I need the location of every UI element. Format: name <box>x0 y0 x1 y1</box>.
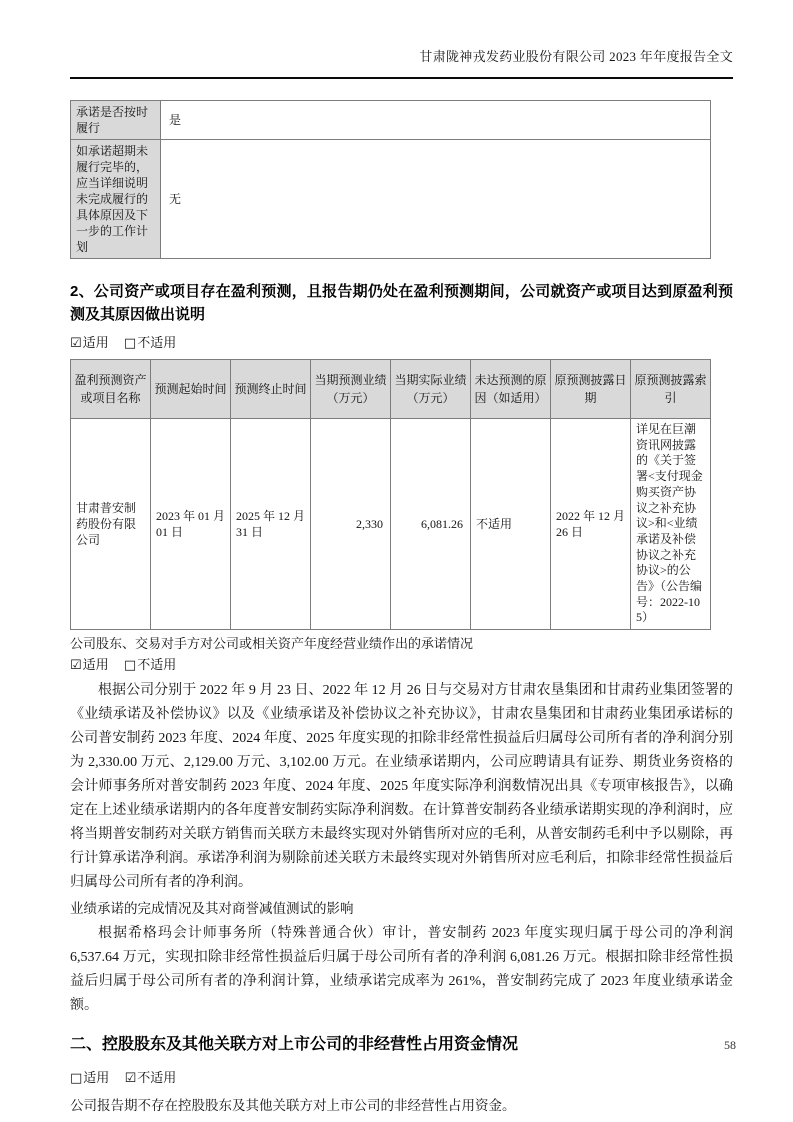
table-row <box>71 419 711 630</box>
table-header-row <box>71 360 711 419</box>
column-header-asset-name: 盈利预测资产或项目名称 <box>71 360 151 419</box>
column-header-disclosure-date: 原预测披露日期 <box>551 360 631 419</box>
commitment-status-table <box>70 100 711 259</box>
checkbox-unchecked-icon: □ <box>123 658 137 674</box>
checkbox-unchecked-icon: □ <box>123 336 137 351</box>
document-header-title: 甘肃陇神戎发药业股份有限公司 2023 年年度报告全文 <box>419 49 733 64</box>
checkbox-label: 适用 <box>83 1070 110 1086</box>
cell-disclosure-index: 详见在巨潮资讯网披露的《关于签署<支付现金购买资产协议之补充协议>和<业绩承诺及补偿协议之补充协议>的公告》（公告编号：2022-105） <box>631 419 711 630</box>
checkbox-not-applicable <box>124 335 176 350</box>
cell-forecast-result: 2,330 <box>311 419 391 630</box>
applicability-row <box>70 1069 733 1088</box>
cell-forecast-end: 2025 年 12 月 31 日 <box>231 419 311 630</box>
checkbox-applicable <box>70 1070 109 1085</box>
checkbox-checked-icon: ☑ <box>70 336 82 351</box>
no-fund-occupation-statement: 公司报告期不存在控股股东及其他关联方对上市公司的非经营性占用资金。 <box>70 1098 516 1114</box>
page-number: 58 <box>724 1038 736 1052</box>
cell-disclosure-date: 2022 年 12 月 26 日 <box>551 419 631 630</box>
cell-asset-name: 甘肃普安制药股份有限公司 <box>71 419 151 630</box>
column-header-forecast-start: 预测起始时间 <box>151 360 231 419</box>
table-row <box>71 101 711 140</box>
goodwill-impairment-subheading: 业绩承诺的完成情况及其对商誉减值测试的影响 <box>70 901 354 917</box>
commitment-agreement-paragraph: 根据公司分别于 2022 年 9 月 23 日、2022 年 12 月 26 日与交易对方甘肃农垦集团和甘肃药业集团签署的《业绩承诺及补偿协议》以及《业绩承诺及补偿协议之补充协议》，甘肃农垦集团和甘肃药业集团承诺标的公司普安制药 2023 年度、2024 年度、2025 年度实现的扣除非经常性损益后归属母公司所有者的净利润分别为 2,330.00 万元、2,129.00 万元、3,102.00 万元。在业绩承诺期内，公司应聘请具有证券、期货业务资格的会计师事务所对普安制药 2023 年度、2024 年度、2025 年度实际净利润数情况出具《专项审核报告》，以确定在上述业绩承诺期内的各年度普安制药实际净利润数。在计算普安制药各业绩承诺期实现的净利润时，应将当期普安制药对关联方销售而关联方未最终实现对外销售所对应的毛利，从普安制药毛利中予以剔除，再行计算承诺净利润。承诺净利润为剔除前述关联方未最终实现对外销售所对应毛利后，扣除非经常性损益后归属母公司所有者的净利润。 <box>70 683 733 891</box>
overdue-explanation-value: 无 <box>161 140 711 259</box>
checkbox-label: 不适用 <box>137 657 177 673</box>
commitment-on-time-value: 是 <box>161 101 711 140</box>
column-header-disclosure-index: 原预测披露索引 <box>631 360 711 419</box>
section-two-heading: 二、控股股东及其他关联方对上市公司的非经营性占用资金情况 <box>70 1036 519 1054</box>
cell-forecast-start: 2023 年 01 月 01 日 <box>151 419 231 630</box>
profit-forecast-table <box>70 359 711 630</box>
shareholder-commitment-caption: 公司股东、交易对手方对公司或相关资产年度经营业绩作出的承诺情况 <box>70 636 474 652</box>
checkbox-not-applicable <box>124 657 176 672</box>
commitment-on-time-label: 承诺是否按时履行 <box>71 101 161 140</box>
checkbox-label: 适用 <box>82 657 109 673</box>
checkbox-applicable <box>70 657 109 672</box>
applicability-row <box>70 334 733 353</box>
applicability-row <box>70 656 733 675</box>
checkbox-label: 不适用 <box>137 1070 177 1086</box>
column-header-forecast-result: 当期预测业绩（万元） <box>311 360 391 419</box>
header-divider <box>70 77 733 79</box>
commitment-completion-paragraph: 根据希格玛会计师事务所（特殊普通合伙）审计，普安制药 2023 年度实现归属于母公司的净利润 6,537.64 万元，实现扣除非经常性损益后归属于母公司所有者的净利润 6,081.26 万元。根据扣除非经常性损益后归属于母公司所有者的净利润计算，业绩承诺完成率为 261%，普安制药完成了 2023 年度业绩承诺金额。 <box>70 926 733 1014</box>
checkbox-unchecked-icon: □ <box>70 1071 83 1087</box>
checkbox-checked-icon: ☑ <box>70 658 82 674</box>
column-header-forecast-end: 预测终止时间 <box>231 360 311 419</box>
checkbox-applicable <box>70 335 109 350</box>
checkbox-not-applicable <box>125 1070 177 1085</box>
checkbox-label: 适用 <box>82 335 109 350</box>
column-header-actual-result: 当期实际业绩（万元） <box>391 360 471 419</box>
checkbox-label: 不适用 <box>137 335 177 350</box>
cell-miss-reason: 不适用 <box>471 419 551 630</box>
table-row <box>71 140 711 259</box>
checkbox-checked-icon: ☑ <box>124 1071 137 1087</box>
cell-actual-result: 6,081.26 <box>391 419 471 630</box>
overdue-explanation-label: 如承诺超期未履行完毕的，应当详细说明未完成履行的具体原因及下一步的工作计划 <box>71 140 161 259</box>
profit-forecast-section-heading: 2、公司资产或项目存在盈利预测，且报告期仍处在盈利预测期间，公司就资产或项目达到原盈利预测及其原因做出说明 <box>70 283 733 323</box>
column-header-miss-reason: 未达预测的原因（如适用） <box>471 360 551 419</box>
